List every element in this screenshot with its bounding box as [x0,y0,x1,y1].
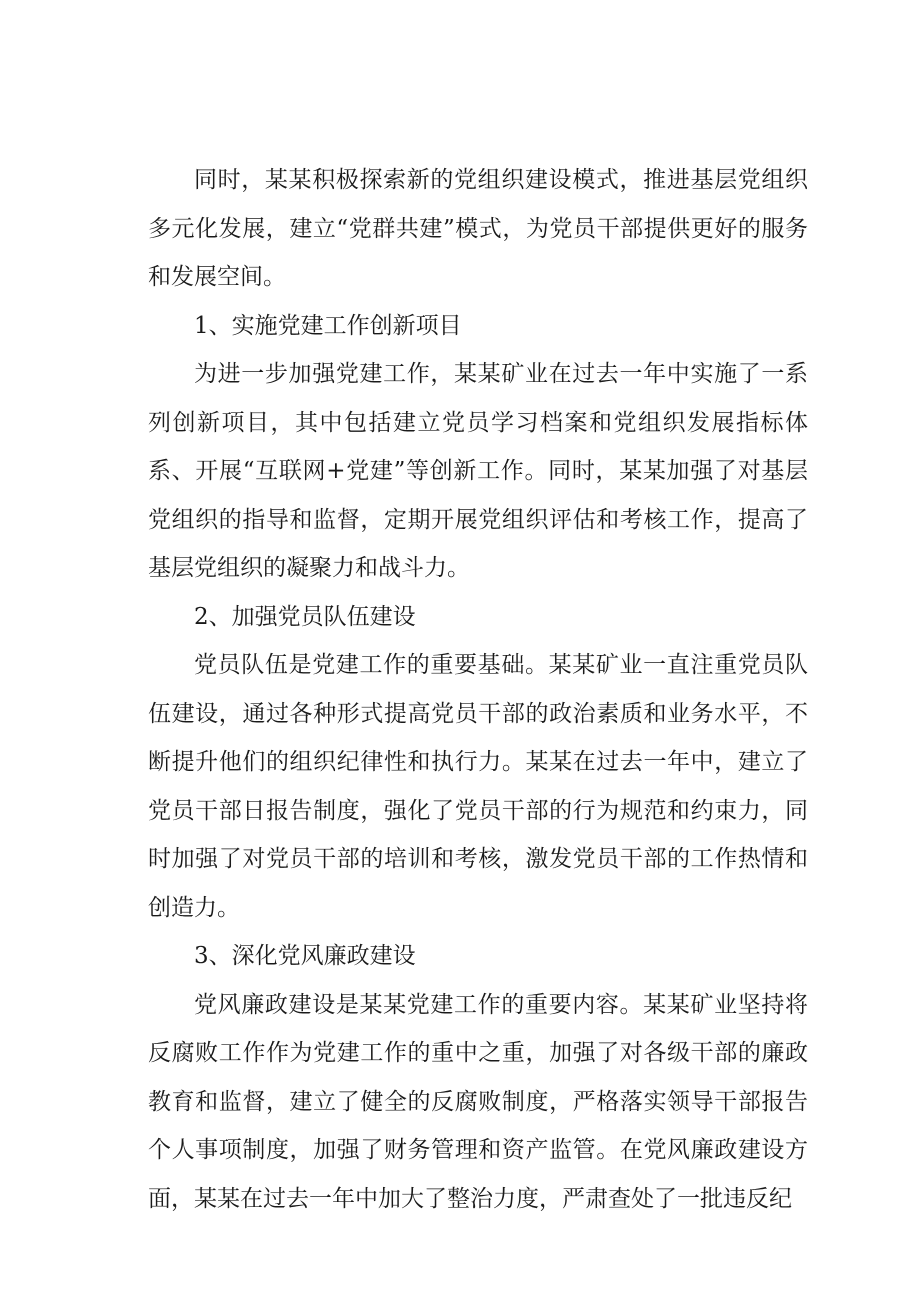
paragraph-section-2: 党员队伍是党建工作的重要基础。某某矿业一直注重党员队伍建设，通过各种形式提高党员干部的政治素质和业务水平，不断提升他们的组织纪律性和执行力。某某在过去一年中，建立了党员干部日报告制度，强化了党员干部的行为规范和约束力，同时加强了对党员干部的培训和考核，激发党员干部的工作热情和创造力。 [148,652,808,921]
section-heading-3: 3、深化党风廉政建设 [194,943,416,969]
paragraph-intro: 同时，某某积极探索新的党组织建设模式，推进基层党组织多元化发展，建立“党群共建”模式，为党员干部提供更好的服务和发展空间。 [148,167,808,290]
paragraph-section-1: 为进一步加强党建工作，某某矿业在过去一年中实施了一系列创新项目，其中包括建立党员学习档案和党组织发展指标体系、开展“互联网+党建”等创新工作。同时，某某加强了对基层党组织的指导和监督，定期开展党组织评估和考核工作，提高了基层党组织的凝聚力和战斗力。 [148,361,808,581]
section-heading-1: 1、实施党建工作创新项目 [194,312,462,339]
section-heading-2: 2、加强党员队伍建设 [194,603,416,630]
document-body [148,156,808,1223]
paragraph-section-3: 党风廉政建设是某某党建工作的重要内容。某某矿业坚持将反腐败工作作为党建工作的重中之重，加强了对各级干部的廉政教育和监督，建立了健全的反腐败制度，严格落实领导干部报告个人事项制度，加强了财务管理和资产监管。在党风廉政建设方面，某某在过去一年中加大了整治力度，严肃查处了一批违反纪 [148,991,808,1212]
